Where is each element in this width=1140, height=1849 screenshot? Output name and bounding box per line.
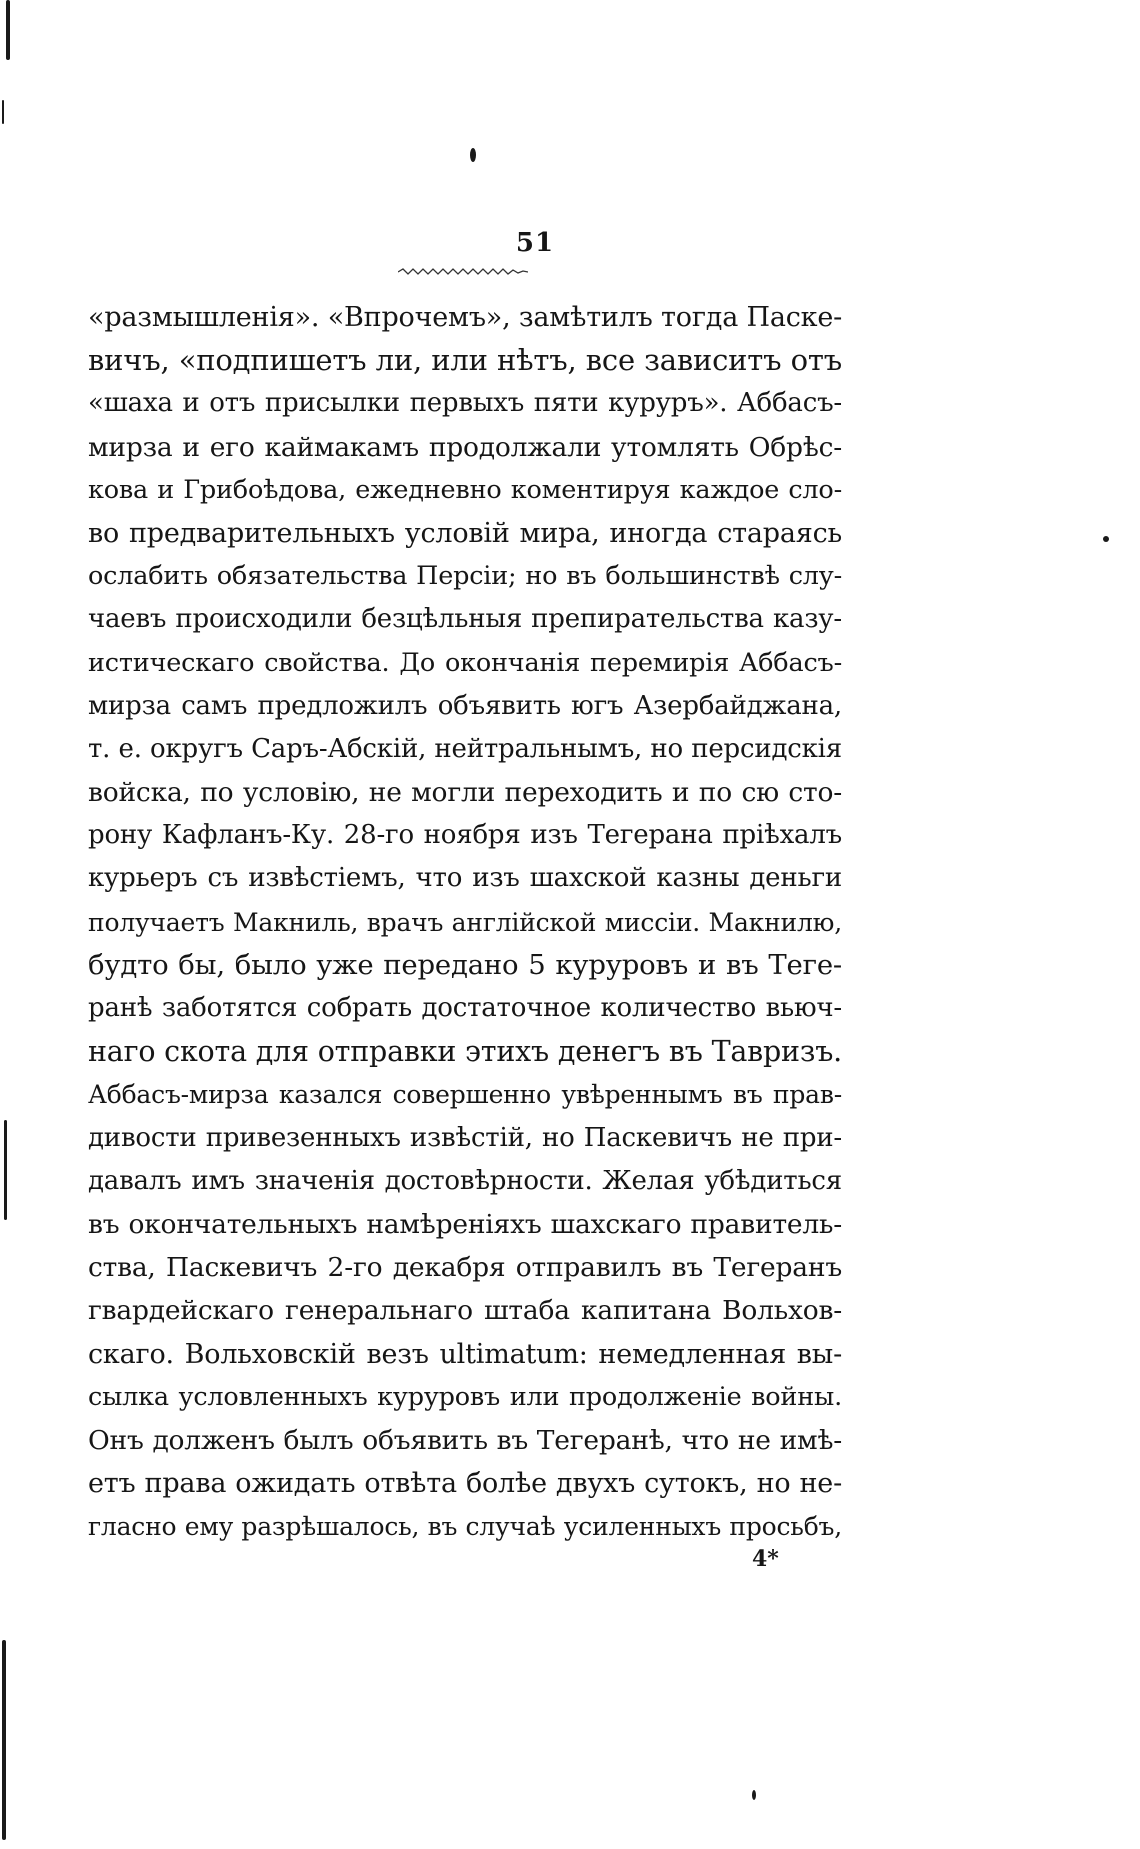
text-line: «шаха и отъ присылки первыхъ пяти куруръ». Аббасъ-: [88, 388, 842, 419]
text-line: мирза самъ предложилъ объявить югъ Азербайджана,: [88, 690, 842, 721]
text-line: дивости привезенныхъ извѣстій, но Паскевичъ не при-: [88, 1122, 842, 1153]
text-line: будто бы, было уже передано 5 куруровъ и въ Теге-: [88, 948, 842, 981]
text-line: мирза и его каймакамъ продолжали утомлять Обрѣс-: [88, 431, 842, 463]
text-line: курьеръ съ извѣстіемъ, что изъ шахской казны деньги: [88, 863, 842, 894]
text-line: скаго. Вольховскій везъ ultimatum: немедленная вы-: [88, 1338, 842, 1370]
text-line: «размышленія». «Впрочемъ», замѣтилъ тогда Паске-: [88, 302, 843, 333]
text-line: истическаго свойства. До окончанія перемирія Аббасъ-: [88, 647, 842, 678]
ink-speck-right: [1103, 536, 1109, 542]
text-line: гласно ему разрѣшалось, въ случаѣ усиленныхъ просьбъ,: [88, 1512, 842, 1542]
text-line: рону Кафланъ-Ку. 28-го ноября изъ Тегерана пріѣхалъ: [88, 820, 842, 851]
scan-edge-mark-top: [6, 0, 10, 60]
text-line: давалъ имъ значенія достовѣрности. Желая убѣдиться: [88, 1165, 842, 1196]
text-line: т. е. округъ Саръ-Абскій, нейтральнымъ, но персидскія: [88, 733, 842, 764]
body-text: [88, 296, 842, 1548]
text-line: Онъ долженъ былъ объявить въ Тегеранѣ, что не имѣ-: [88, 1424, 842, 1456]
signature-mark: 4*: [752, 1546, 779, 1572]
scan-edge-mark-small: [2, 100, 4, 124]
ink-speck-bottom: [752, 1790, 756, 1800]
text-line: етъ права ожидать отвѣта болѣе двухъ сутокъ, но не-: [88, 1468, 842, 1500]
scan-edge-mark-lower: [4, 1120, 7, 1220]
text-line: гвардейскаго генеральнаго штаба капитана Вольхов-: [88, 1295, 842, 1327]
page-header: [0, 228, 1140, 258]
text-line: чаевъ происходили безцѣльныя препирательства казу-: [88, 604, 842, 635]
header-ornament-rule: [398, 266, 528, 278]
text-line: войска, по условію, не могли переходить и по сю сто-: [88, 777, 842, 809]
text-line: ства, Паскевичъ 2-го декабря отправилъ въ Тегеранъ: [88, 1252, 842, 1284]
text-line: сылка условленныхъ куруровъ или продолженіе войны.: [88, 1381, 842, 1412]
text-line: кова и Грибоѣдова, ежедневно коментируя каждое сло-: [88, 474, 842, 505]
text-line: въ окончательныхъ намѣреніяхъ шахскаго правитель-: [88, 1208, 842, 1240]
text-line: наго скота для отправки этихъ денегъ въ Тавризъ.: [88, 1035, 842, 1069]
text-line: получаетъ Макниль, врачъ англійской миссіи. Макнилю,: [88, 907, 842, 937]
page-number: 51: [515, 228, 555, 258]
scan-edge-mark-bottom: [2, 1640, 6, 1840]
text-line: ослабить обязательства Персіи; но въ большинствѣ слу-: [88, 561, 842, 592]
text-line: Аббасъ-мирза казался совершенно увѣреннымъ въ прав-: [88, 1080, 842, 1110]
ink-speck-top: [470, 148, 476, 162]
text-line: ранѣ заботятся собрать достаточное количество вьюч-: [88, 993, 842, 1023]
text-line: вичъ, «подпишетъ ли, или нѣтъ, все зависитъ отъ: [88, 343, 842, 378]
text-line: во предварительныхъ условій мира, иногда стараясь: [88, 517, 842, 549]
